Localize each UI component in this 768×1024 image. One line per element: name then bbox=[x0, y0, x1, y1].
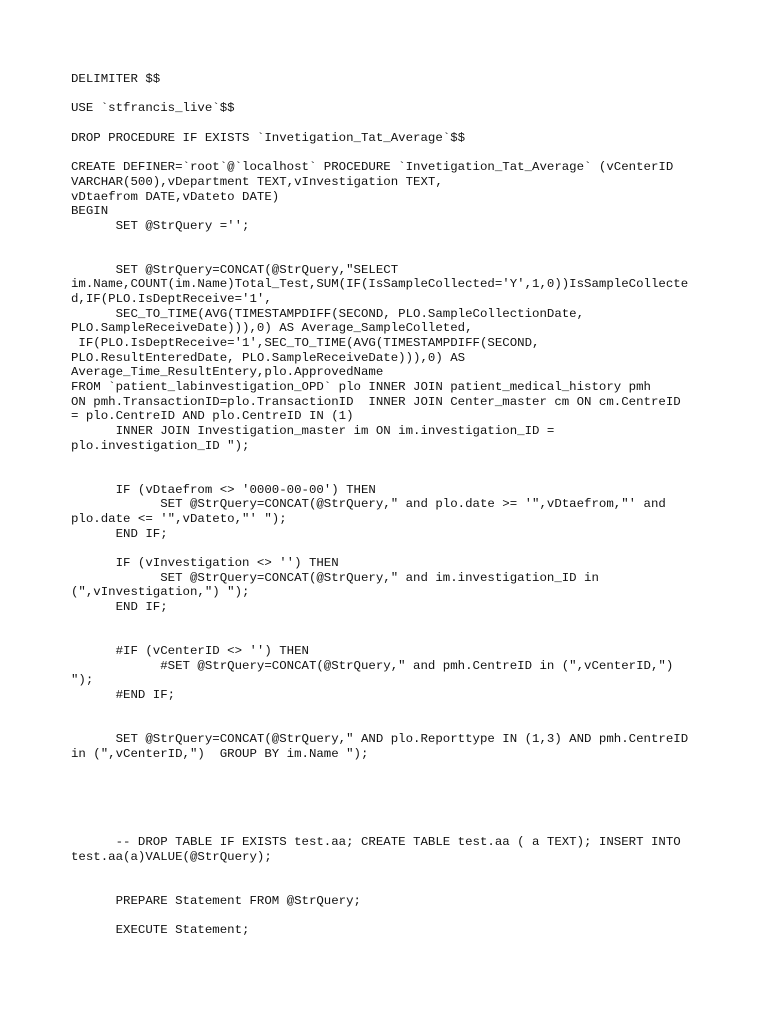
code-line: END IF; bbox=[71, 527, 168, 541]
code-line: test.aa(a)VALUE(@StrQuery); bbox=[71, 850, 272, 864]
code-line: INNER JOIN Investigation_master im ON im.investigation_ID = bbox=[71, 424, 555, 438]
code-line: USE `stfrancis_live`$$ bbox=[71, 101, 235, 115]
code-line: #END IF; bbox=[71, 688, 176, 702]
code-line: SET @StrQuery=CONCAT(@StrQuery," and plo.date >= '",vDtaefrom,"' and bbox=[71, 497, 666, 511]
code-line: EXECUTE Statement; bbox=[71, 923, 250, 937]
code-line: SET @StrQuery=CONCAT(@StrQuery," AND plo.Reporttype IN (1,3) AND pmh.CentreID bbox=[71, 732, 689, 746]
code-line: vDtaefrom DATE,vDateto DATE) bbox=[71, 190, 280, 204]
code-line: #IF (vCenterID <> '') THEN bbox=[71, 644, 309, 658]
code-line: PLO.SampleReceiveDate))),0) AS Average_SampleColleted, bbox=[71, 321, 473, 335]
code-line: IF(PLO.IsDeptReceive='1',SEC_TO_TIME(AVG(TIMESTAMPDIFF(SECOND, bbox=[71, 336, 540, 350]
code-line: END IF; bbox=[71, 600, 168, 614]
code-line: IF (vDtaefrom <> '0000-00-00') THEN bbox=[71, 483, 376, 497]
code-line: in (",vCenterID,") GROUP BY im.Name "); bbox=[71, 747, 369, 761]
code-line: d,IF(PLO.IsDeptReceive='1', bbox=[71, 292, 272, 306]
code-line: plo.investigation_ID "); bbox=[71, 439, 250, 453]
code-line: VARCHAR(500),vDepartment TEXT,vInvestigation TEXT, bbox=[71, 175, 443, 189]
code-line: "); bbox=[71, 673, 94, 687]
code-line: SET @StrQuery=CONCAT(@StrQuery," and im.investigation_ID in bbox=[71, 571, 599, 585]
code-line: #SET @StrQuery=CONCAT(@StrQuery," and pmh.CentreID in (",vCenterID,") bbox=[71, 659, 674, 673]
code-line: (",vInvestigation,") "); bbox=[71, 585, 250, 599]
code-line: PREPARE Statement FROM @StrQuery; bbox=[71, 894, 361, 908]
code-line: -- DROP TABLE IF EXISTS test.aa; CREATE TABLE test.aa ( a TEXT); INSERT INTO bbox=[71, 835, 681, 849]
code-line: Average_Time_ResultEntery,plo.ApprovedName bbox=[71, 365, 384, 379]
code-line: im.Name,COUNT(im.Name)Total_Test,SUM(IF(IsSampleCollected='Y',1,0))IsSampleCollecte bbox=[71, 277, 689, 291]
code-line: IF (vInvestigation <> '') THEN bbox=[71, 556, 339, 570]
code-line: SET @StrQuery=CONCAT(@StrQuery,"SELECT bbox=[71, 263, 399, 277]
code-line: FROM `patient_labinvestigation_OPD` plo INNER JOIN patient_medical_history pmh bbox=[71, 380, 651, 394]
code-line: SEC_TO_TIME(AVG(TIMESTAMPDIFF(SECOND, PLO.SampleCollectionDate, bbox=[71, 307, 585, 321]
code-line: CREATE DEFINER=`root`@`localhost` PROCEDURE `Invetigation_Tat_Average` (vCenterID bbox=[71, 160, 674, 174]
code-line: PLO.ResultEnteredDate, PLO.SampleReceiveDate))),0) AS bbox=[71, 351, 466, 365]
code-line: SET @StrQuery =''; bbox=[71, 219, 250, 233]
code-line: DROP PROCEDURE IF EXISTS `Invetigation_Tat_Average`$$ bbox=[71, 131, 466, 145]
code-line: = plo.CentreID AND plo.CentreID IN (1) bbox=[71, 409, 354, 423]
code-line: BEGIN bbox=[71, 204, 109, 218]
code-line: DELIMITER $$ bbox=[71, 72, 161, 86]
code-line: ON pmh.TransactionID=plo.TransactionID INNER JOIN Center_master cm ON cm.CentreID bbox=[71, 395, 681, 409]
code-line: plo.date <= '",vDateto,"' "); bbox=[71, 512, 287, 526]
